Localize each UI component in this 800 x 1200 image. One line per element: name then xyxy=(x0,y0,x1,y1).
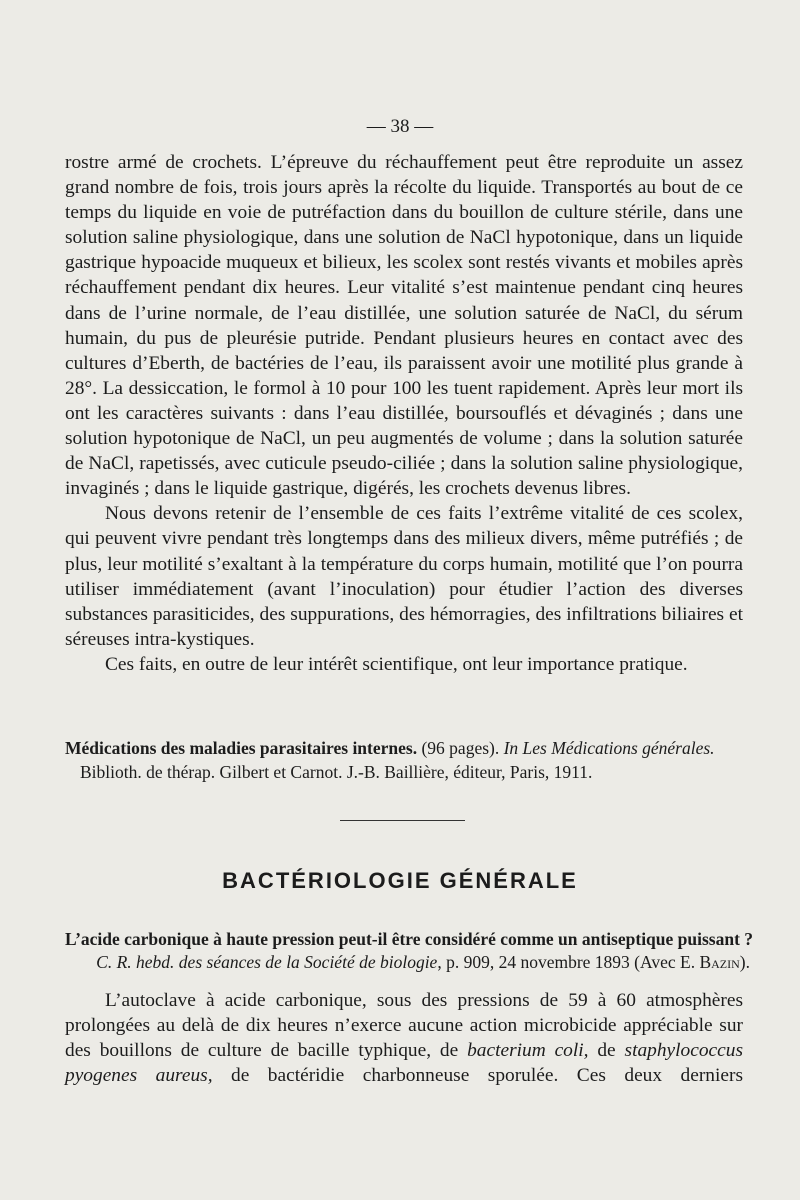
article-header xyxy=(65,928,755,974)
reference-pages: (96 pages). xyxy=(417,738,504,758)
article-source-journal: C. R. hebd. des séances de la Société de biologie xyxy=(96,952,438,972)
section-title: BACTÉRIOLOGIE GÉNÉRALE xyxy=(222,868,578,893)
reference-series: In Les Médications générales. xyxy=(503,738,715,758)
article-title: L’acide carbonique à haute pression peut-il être considéré comme un antiseptique puissant ? xyxy=(65,929,754,949)
article-paragraph xyxy=(65,988,743,1088)
article-source xyxy=(65,951,755,974)
article-body xyxy=(65,988,743,1088)
article-text-italic-2: staphylococcus pyogenes aureus, xyxy=(65,1040,743,1086)
article-source-details: , p. 909, 24 novembre 1893 (Avec E. xyxy=(437,952,700,972)
body-text xyxy=(65,150,743,677)
article-text-b: de xyxy=(588,1040,625,1061)
paragraph-2: Nous devons retenir de l’ensemble de ces faits l’extrême vitalité de ces scolex, qui peuvent vivre pendant très longtemps dans des milieux divers, même putréfiés ; de plus, leur motilité s’exaltant à la température du corps humain, motilité que l’on pourra utiliser immédiatement (avant l’inoculation) pour étudier l’action des diverses substances parasiticides, des suppurations, des hémorragies, des infiltrations biliaires et séreuses intra-kystiques. xyxy=(65,503,743,650)
paragraph-3: Ces faits, en outre de leur intérêt scientifique, ont leur importance pratique. xyxy=(105,653,688,675)
article-text-a: L’autoclave à acide carbonique, sous des pressions de 59 à 60 atmosphères prolongées au delà de dix heures n’exerce aucune action microbicide appréciable sur des bouillons de culture de bacille typhique, de xyxy=(65,990,743,1061)
article-text-c: de bactéridie charbonneuse sporulée. Ces deux derniers xyxy=(212,1065,743,1086)
article-source-end: ). xyxy=(739,952,750,972)
reference-publisher: Biblioth. de thérap. Gilbert et Carnot. J.-B. Baillière, éditeur, Paris, 1911. xyxy=(80,762,593,782)
reference-entry xyxy=(65,736,755,784)
article-text-italic-1: bacterium coli, xyxy=(467,1040,589,1061)
section-divider xyxy=(340,820,465,821)
page-number: — 38 — xyxy=(366,116,434,137)
reference-title: Médications des maladies parasitaires internes. xyxy=(65,738,418,758)
paragraph-1: rostre armé de crochets. L’épreuve du réchauffement peut être reproduite un assez grand nombre de fois, trois jours après la récolte du liquide. Transportés au bout de ce temps du liquide en voie de putréfaction dans du bouillon de culture stérile, dans une solution saline physiologique, dans une solution de NaCl hypotonique, dans un liquide gastrique hypoacide muqueux et bilieux, les scolex sont restés vivants et mobiles après réchauffement pendant dix heures. Leur vitalité s’est maintenue pendant cinq heures dans de l’urine normale, de l’eau distillée, une solution saturée de NaCl, du sérum humain, du pus de pleurésie putride. Pendant plusieurs heures en contact avec des cultures d’Eberth, de bactéries de l’eau, ils paraissent avoir une motilité plus grande à 28°. La dessiccation, le formol à 10 pour 100 les tuent rapidement. Après leur mort ils ont les caractères suivants : dans l’eau distillée, boursouflés et dévaginés ; dans une solution hypotonique de NaCl, un peu augmentés de volume ; dans la solution saturée de NaCl, rapetissés, avec cuticule pseudo-ciliée ; dans la solution saline physiologique, invaginés ; dans le liquide gastrique, digérés, les crochets devenus libres. xyxy=(65,152,743,500)
article-coauthor: Bazin xyxy=(699,952,740,972)
